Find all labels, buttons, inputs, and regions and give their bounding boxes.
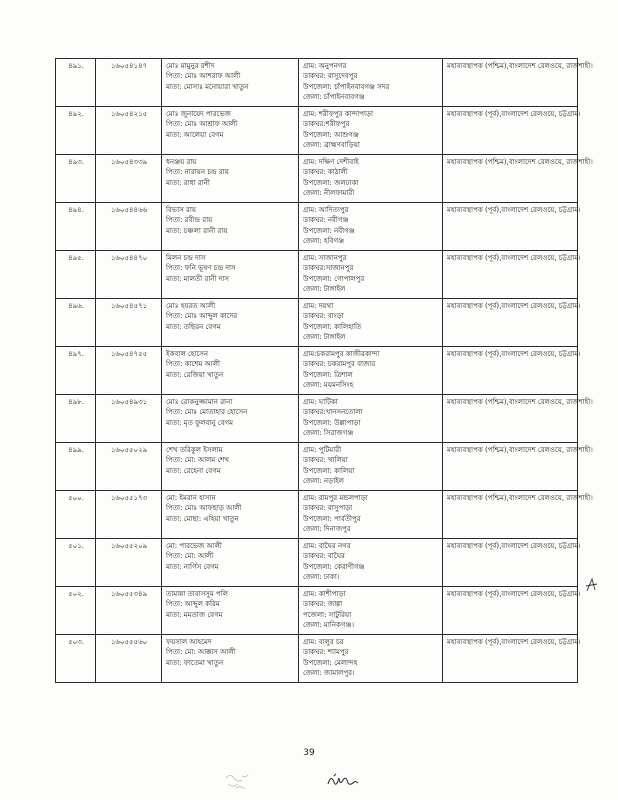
district: জেলা: টাঙ্গাইল bbox=[303, 333, 346, 342]
district: জেলা: ব্রাহ্মণবাড়িয়া bbox=[303, 141, 360, 150]
records-table bbox=[55, 58, 593, 683]
posting-office: মহাব্যবস্থাপক (পূর্ব),বাংলাদেশ রেলওয়ে, চট্টগ্রাম। bbox=[447, 590, 581, 598]
address-cell bbox=[299, 443, 443, 491]
village: গ্রাম: শরীফপুর কান্দাপাড়া bbox=[303, 110, 374, 118]
address-cell bbox=[299, 635, 443, 683]
upazila: উপজেলা: গোপালপুর bbox=[303, 274, 365, 283]
table-row bbox=[56, 155, 578, 203]
village: গ্রাম: বাঘৈর নগর bbox=[303, 542, 351, 550]
roll-number: ১৬০৫৪২১৫ bbox=[110, 110, 148, 118]
roll-number: ১৬০৫৫৫৬০ bbox=[110, 638, 148, 646]
roll-cell bbox=[96, 395, 162, 443]
post-office: ডাকঘর: শ্যামপুর bbox=[303, 648, 349, 657]
upazila: উপজেলা: চাঁপাইনবাবগঞ্জ সদর bbox=[303, 82, 390, 91]
address-cell bbox=[299, 155, 443, 203]
applicant-name: তামান্না তাবাসসুম পলি bbox=[166, 590, 228, 598]
applicant-name: মোঃ হযরত আলী bbox=[166, 302, 216, 310]
roll-cell bbox=[96, 587, 162, 635]
name-cell bbox=[162, 251, 299, 299]
roll-number: ১৬০৫৪৩৩৯ bbox=[110, 158, 148, 166]
roll-cell bbox=[96, 155, 162, 203]
serial-cell bbox=[56, 539, 96, 587]
district: জেলা: হবিগঞ্জ bbox=[303, 237, 345, 246]
mother-name: মাতা: ফাতেমা খাতুন bbox=[166, 658, 224, 667]
roll-cell bbox=[96, 59, 162, 107]
posting-office: মহাব্যবস্থাপক (পূর্ব),বাংলাদেশ রেলওয়ে, চট্টগ্রাম। bbox=[447, 302, 581, 310]
father-name: পিতা: রবীন্দ্র রায় bbox=[166, 216, 213, 225]
posting-office: মহাব্যবস্থাপক (পশ্চিম),বাংলাদেশ রেলওয়ে, রাজশাহী। bbox=[447, 158, 593, 166]
district: জেলা: জামালপুর। bbox=[303, 669, 355, 678]
name-cell bbox=[162, 155, 299, 203]
roll-cell bbox=[96, 635, 162, 683]
address-cell bbox=[299, 491, 443, 539]
district: জেলা: নীলফামারী bbox=[303, 189, 355, 198]
name-cell bbox=[162, 203, 299, 251]
table-row bbox=[56, 251, 578, 299]
village: গ্রাম: অনুপনগর bbox=[303, 62, 347, 70]
village: গ্রাম: পুটিমারী bbox=[303, 446, 342, 454]
serial-cell bbox=[56, 587, 96, 635]
upazila: উপজেলা: নবীগঞ্জ bbox=[303, 226, 355, 235]
address-cell bbox=[299, 395, 443, 443]
village: গ্রাম: সাজানপুর bbox=[303, 254, 347, 262]
serial-cell bbox=[56, 443, 96, 491]
upazila: উপজেলা: কালিয়া bbox=[303, 466, 355, 475]
district: জেলা: চাঁপাইনবাবগঞ্জ bbox=[303, 93, 365, 102]
applicant-name: ধনঞ্জয় রায় bbox=[166, 158, 197, 166]
district: জেলা: সিরাজগঞ্জ bbox=[303, 429, 354, 438]
father-name: পিতা: আব্দুল করিম bbox=[166, 600, 220, 609]
posting-cell bbox=[443, 299, 581, 347]
table-row bbox=[56, 395, 578, 443]
posting-cell bbox=[443, 587, 581, 635]
name-cell bbox=[162, 491, 299, 539]
roll-cell bbox=[96, 251, 162, 299]
posting-cell bbox=[443, 347, 581, 395]
name-cell bbox=[162, 635, 299, 683]
post-office: ডাকঘর:সাজানপুর bbox=[303, 264, 354, 273]
upazila: উপজেলা: পার্বতীপুর bbox=[303, 514, 361, 523]
serial-number: ৪৯৭. bbox=[68, 350, 84, 358]
applicant-name: মো: পারভেজ আলী bbox=[166, 542, 222, 550]
posting-cell bbox=[443, 635, 581, 683]
roll-cell bbox=[96, 203, 162, 251]
serial-cell bbox=[56, 203, 96, 251]
address-cell bbox=[299, 587, 443, 635]
page-number: 39 bbox=[303, 748, 315, 758]
posting-cell bbox=[443, 443, 593, 491]
district: জেলা: মানিকগঞ্জ। bbox=[303, 621, 354, 630]
upazila: উপজেলা: মেলান্দহ bbox=[303, 658, 358, 667]
district: জেলা: ময়মনসিংহ bbox=[303, 381, 354, 390]
roll-number: ১৬০৫৪৪৬৬ bbox=[110, 206, 148, 214]
village: গ্রাম: আদিত্যপুর bbox=[303, 206, 349, 214]
roll-number: ১৬০৫৫৩৪৯ bbox=[110, 590, 148, 598]
roll-number: ১৬০৫৫১৭৩ bbox=[110, 494, 148, 502]
name-cell bbox=[162, 299, 299, 347]
father-name: পিতা: মো: আক্কাস আলী bbox=[166, 648, 236, 657]
posting-cell bbox=[443, 59, 593, 107]
posting-office: মহাব্যবস্থাপক (পূর্ব),বাংলাদেশ রেলওয়ে, চট্টগ্রাম। bbox=[447, 542, 581, 550]
post-office: ডাকঘর: কাঠালী bbox=[303, 168, 348, 177]
serial-cell bbox=[56, 491, 96, 539]
address-cell bbox=[299, 251, 443, 299]
roll-cell bbox=[96, 491, 162, 539]
post-office: ডাকঘর: বাসুপাড়া bbox=[303, 504, 353, 513]
mother-name: মাতা: মোছা: এহিয়া খাতুন bbox=[166, 514, 239, 523]
name-cell bbox=[162, 107, 299, 155]
father-name: পিতা: মোঃ আশ্রাফ আলী bbox=[166, 120, 238, 129]
signature-icon bbox=[326, 772, 360, 790]
posting-office: মহাব্যবস্থাপক (পশ্চিম),বাংলাদেশ রেলওয়ে, রাজশাহী। bbox=[447, 494, 593, 502]
father-name: পিতা: মো: আলম শেখ bbox=[166, 456, 230, 465]
table-row bbox=[56, 299, 578, 347]
table-row bbox=[56, 443, 578, 491]
posting-cell bbox=[443, 539, 581, 587]
mother-name: মাতা: নার্গিস বেগম bbox=[166, 562, 219, 571]
post-office: ডাকঘর: জাগ্গা bbox=[303, 600, 343, 609]
name-cell bbox=[162, 587, 299, 635]
upazila: উপজেলা: জলঢাকা bbox=[303, 178, 359, 187]
table-row bbox=[56, 203, 578, 251]
posting-cell bbox=[443, 155, 593, 203]
name-cell bbox=[162, 443, 299, 491]
village: গ্রাম: বালুর চর bbox=[303, 638, 344, 646]
name-cell bbox=[162, 539, 299, 587]
post-office: ডাকঘর:শরীফপুর bbox=[303, 120, 350, 129]
upazila: পজেলা: সাটুরিয়া bbox=[303, 610, 352, 619]
post-office: ডাকঘর: বাঘৈর bbox=[303, 552, 345, 561]
name-cell bbox=[162, 59, 299, 107]
mother-name: মাতা: মমতাজ বেগম bbox=[166, 610, 223, 619]
serial-cell bbox=[56, 347, 96, 395]
father-name: পিতা: ফনি ভূষণ চন্দ্র দাস bbox=[166, 264, 236, 273]
roll-number: ১৬০৫৪৫৭১ bbox=[110, 302, 148, 310]
address-cell bbox=[299, 203, 443, 251]
village: গ্রাম: ঘাটিকা bbox=[303, 398, 338, 406]
serial-cell bbox=[56, 635, 96, 683]
name-cell bbox=[162, 347, 299, 395]
roll-number: ১৬০৫৫২০৯ bbox=[110, 542, 148, 550]
mother-name: মাতা: রেহেনা বেগম bbox=[166, 466, 221, 475]
posting-office: মহাব্যবস্থাপক (পশ্চিম),বাংলাদেশ রেলওয়ে, রাজশাহী। bbox=[447, 398, 593, 406]
roll-number: ১৬০৫৪৭৫৫ bbox=[110, 350, 148, 358]
posting-office: মহাব্যবস্থাপক (পূর্ব),বাংলাদেশ রেলওয়ে, চট্টগ্রাম। bbox=[447, 350, 581, 358]
applicant-name: বিভাস রায় bbox=[166, 206, 196, 214]
roll-cell bbox=[96, 539, 162, 587]
father-name: পিতা: মোঃ আশরাফ আলী bbox=[166, 72, 241, 81]
roll-number: ১৬০৫৫০২৯ bbox=[110, 446, 148, 454]
serial-number: ৪৯৪. bbox=[68, 206, 84, 214]
serial-number: ৫০৩. bbox=[68, 638, 84, 646]
roll-number: ১৬০৫৪৪৭০ bbox=[110, 254, 148, 262]
applicant-name: মো: ইমরান হাসান bbox=[166, 494, 216, 502]
applicant-name: মোঃ জুনায়েদ পারভেজ bbox=[166, 110, 231, 118]
applicant-name: মোঃ মামুনুর রশীদ bbox=[166, 62, 215, 70]
scan-smudge-mark bbox=[222, 770, 256, 794]
village: গ্রাম: দয়থা bbox=[303, 302, 334, 310]
post-office: ডাকঘর:খানসনতোলা bbox=[303, 408, 363, 417]
serial-number: ৫০০. bbox=[68, 494, 84, 502]
table-row bbox=[56, 59, 578, 107]
records-body bbox=[56, 59, 593, 683]
posting-office: মহাব্যবস্থাপক (পশ্চিম),বাংলাদেশ রেলওয়ে, রাজশাহী। bbox=[447, 62, 593, 70]
upazila: উপজেলা: কালিহাতি bbox=[303, 322, 362, 331]
name-cell bbox=[162, 395, 299, 443]
serial-number: ৪৯৬. bbox=[68, 302, 84, 310]
handwritten-margin-mark-icon bbox=[584, 577, 598, 593]
mother-name: মাতা: মোসাঃ মনোয়ারা খাতুন bbox=[166, 82, 249, 91]
posting-office: মহাব্যবস্থাপক (পূর্ব),বাংলাদেশ রেলওয়ে, চট্টগ্রাম। bbox=[447, 638, 581, 646]
roll-cell bbox=[96, 443, 162, 491]
applicant-name: মোঃ রোকনুজ্জামান রানা bbox=[166, 398, 233, 406]
applicant-name: ইকবাল হোসেন bbox=[166, 350, 209, 358]
roll-cell bbox=[96, 347, 162, 395]
serial-number: ৫০১. bbox=[68, 542, 84, 550]
mother-name: মাতা: মৃত ফুলবানু বেগম bbox=[166, 418, 234, 427]
mother-name: মাতা: রাধা রানী bbox=[166, 178, 210, 187]
address-cell bbox=[299, 539, 443, 587]
posting-cell bbox=[443, 395, 593, 443]
roll-number: ১৬০৫৪১৪৭ bbox=[110, 62, 148, 70]
serial-number: ৪৯৫. bbox=[68, 254, 84, 262]
mother-name: মাতা: চঞ্চলা রানী রায় bbox=[166, 226, 228, 235]
posting-office: মহাব্যবস্থাপক (পূর্ব),বাংলাদেশ রেলওয়ে, চট্টগ্রাম। bbox=[447, 254, 581, 262]
address-cell bbox=[299, 347, 443, 395]
father-name: পিতা: মোঃ মোতাহার হোসেন bbox=[166, 408, 248, 417]
upazila: উপজেলা: আশুগঞ্জ bbox=[303, 130, 359, 139]
village: গ্রাম: রামপুর মন্ডলপাড়া bbox=[303, 494, 368, 502]
upazila: উপজেলা: ত্রিশাল bbox=[303, 370, 353, 379]
upazila: উপজেলা: উল্লাপাড়া bbox=[303, 418, 361, 427]
father-name: পিতা: মোঃ আফছাড় আলী bbox=[166, 504, 242, 513]
table-row bbox=[56, 587, 578, 635]
table-row bbox=[56, 107, 578, 155]
table-row bbox=[56, 347, 578, 395]
district: জেলা: নড়াইল bbox=[303, 477, 344, 486]
serial-number: ৪৯৩. bbox=[68, 158, 84, 166]
district: জেলা: ঢাকা। bbox=[303, 573, 340, 582]
father-name: পিতা: নারায়ন চন্দ্র রায় bbox=[166, 168, 229, 177]
serial-number: ৪৯৮. bbox=[68, 398, 84, 406]
applicant-name: শেখ তরিকুল ইসলাম bbox=[166, 446, 223, 454]
roll-cell bbox=[96, 299, 162, 347]
village: গ্রাম: কাশীপাড়া bbox=[303, 590, 346, 598]
applicant-name: ফয়সাল আহমেদ bbox=[166, 638, 212, 646]
mother-name: মাতা: আলেয়া বেগম bbox=[166, 130, 224, 139]
serial-cell bbox=[56, 299, 96, 347]
father-name: পিতা: মোঃ আব্দুল কাদের bbox=[166, 312, 238, 321]
table-row bbox=[56, 491, 578, 539]
village: গ্রাম:চকরামপুর কাজীরকান্দা bbox=[303, 350, 380, 358]
district: জেলা: দিনাজপুর bbox=[303, 525, 351, 534]
post-office: ডাকঘর: নবীগঞ্জ bbox=[303, 216, 349, 225]
address-cell bbox=[299, 299, 443, 347]
posting-cell bbox=[443, 107, 581, 155]
table-row bbox=[56, 539, 578, 587]
serial-cell bbox=[56, 155, 96, 203]
father-name: পিতা: কাশেম আলী bbox=[166, 360, 220, 369]
serial-cell bbox=[56, 395, 96, 443]
roll-cell bbox=[96, 107, 162, 155]
serial-number: ৫০২. bbox=[68, 590, 84, 598]
serial-number: ৪৯১. bbox=[68, 62, 84, 70]
posting-cell bbox=[443, 203, 581, 251]
district: জেলা: টাঙ্গাইল bbox=[303, 285, 346, 294]
serial-number: ৪৯৯. bbox=[68, 446, 84, 454]
posting-office: মহাব্যবস্থাপক (পশ্চিম),বাংলাদেশ রেলওয়ে, রাজশাহী। bbox=[447, 446, 593, 454]
address-cell bbox=[299, 107, 443, 155]
serial-cell bbox=[56, 251, 96, 299]
village: গ্রাম: দক্ষিণ দেশীবাই bbox=[303, 158, 359, 166]
table-row bbox=[56, 635, 578, 683]
serial-number: ৪৯২. bbox=[68, 110, 84, 118]
posting-office: মহাব্যবস্থাপক (পূর্ব),বাংলাদেশ রেলওয়ে, চট্টগ্রাম। bbox=[447, 110, 581, 118]
mother-name: মাতা: রেজিয়া খাতুন bbox=[166, 370, 224, 379]
applicant-name: মিলন চন্দ্র দাস bbox=[166, 254, 206, 262]
upazila: উপজেলা: কেরাণীগঞ্জ bbox=[303, 562, 365, 571]
posting-office: মহাব্যবস্থাপক (পূর্ব),বাংলাদেশ রেলওয়ে, চট্টগ্রাম। bbox=[447, 206, 581, 214]
post-office: ডাকঘর: বাসুদেবপুর bbox=[303, 72, 358, 81]
mother-name: মাতা: মালতী রানী দাস bbox=[166, 274, 230, 283]
posting-cell bbox=[443, 491, 593, 539]
posting-cell bbox=[443, 251, 581, 299]
serial-cell bbox=[56, 107, 96, 155]
father-name: পিতা: মো: আলী bbox=[166, 552, 214, 561]
post-office: ডাকঘর: বাংড়া bbox=[303, 312, 344, 321]
address-cell bbox=[299, 59, 443, 107]
roll-number: ১৬০৫৪৯৩১ bbox=[110, 398, 148, 406]
post-office: ডাকঘর: চকরামপুর বাজার bbox=[303, 360, 376, 369]
post-office: ডাকঘর: খালিয়া bbox=[303, 456, 348, 465]
serial-cell bbox=[56, 59, 96, 107]
mother-name: মাতা: তছিরন বেগম bbox=[166, 322, 221, 331]
